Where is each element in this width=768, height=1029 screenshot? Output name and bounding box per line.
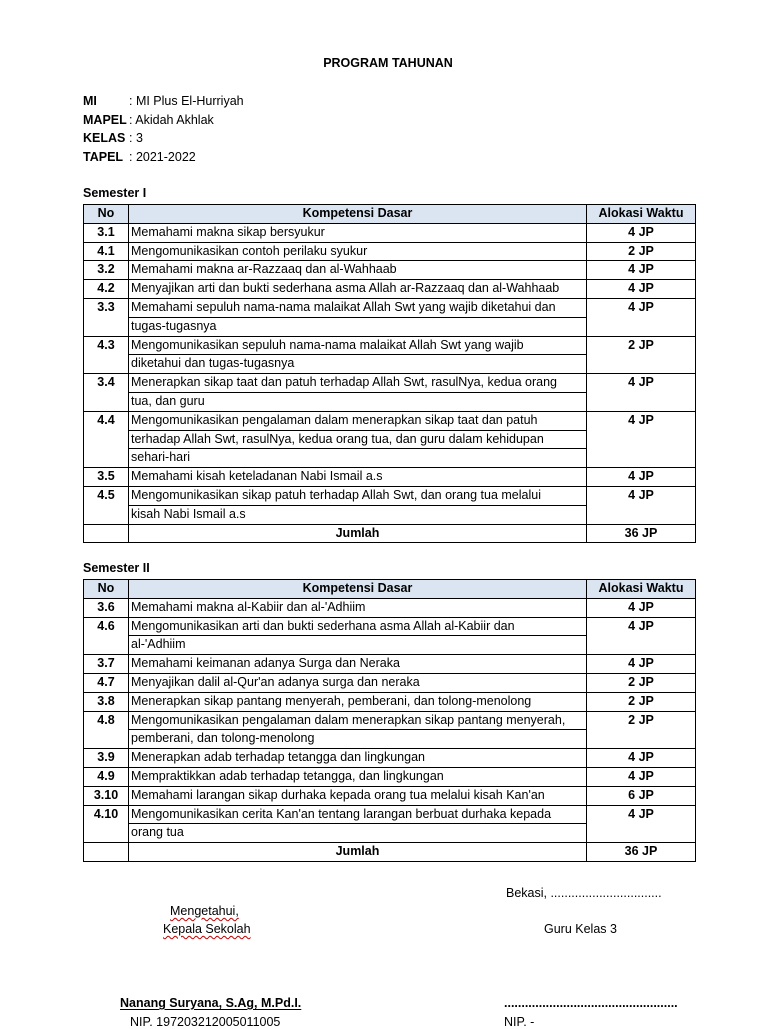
table-row (84, 598, 696, 617)
cell-no (84, 430, 129, 449)
cell-alokasi: 4 JP (587, 411, 696, 430)
cell-no (84, 843, 129, 862)
table-row (84, 223, 696, 242)
cell-no (84, 524, 129, 543)
header-no: No (84, 205, 129, 224)
semester2-label: Semester II (83, 561, 150, 575)
cell-no (84, 636, 129, 655)
signature-kepala-name: Nanang Suryana, S.Ag, M.Pd.I. (120, 996, 302, 1010)
document-title: PROGRAM TAHUNAN (323, 56, 453, 70)
header-no: No (84, 580, 129, 599)
table-row (84, 449, 696, 468)
cell-alokasi: 4 JP (587, 617, 696, 636)
cell-no: 3.2 (84, 261, 129, 280)
cell-alokasi: 4 JP (587, 468, 696, 487)
cell-alokasi (587, 505, 696, 524)
semester1-table (83, 204, 696, 543)
cell-kd: Mengomunikasikan pengalaman dalam menerapkan sikap taat dan patuh (129, 411, 587, 430)
cell-kd: Memahami kisah keteladanan Nabi Ismail a.s (129, 468, 587, 487)
cell-alokasi: 4 JP (587, 486, 696, 505)
cell-kd: Mengomunikasikan sikap patuh terhadap Allah Swt, dan orang tua melalui (129, 486, 587, 505)
cell-kd: Memahami makna sikap bersyukur (129, 223, 587, 242)
header-alokasi: Alokasi Waktu (587, 205, 696, 224)
meta-row-tapel (83, 148, 244, 167)
cell-kd: Memahami makna al-Kabiir dan al-'Adhiim (129, 598, 587, 617)
signature-left-name (120, 996, 301, 1010)
cell-no (84, 392, 129, 411)
cell-kd: al-'Adhiim (129, 636, 587, 655)
table-row (84, 468, 696, 487)
cell-alokasi: 4 JP (587, 223, 696, 242)
cell-alokasi (587, 430, 696, 449)
table-row (84, 730, 696, 749)
cell-no (84, 355, 129, 374)
table-row (84, 411, 696, 430)
table-row (84, 692, 696, 711)
cell-no: 3.5 (84, 468, 129, 487)
table-row (84, 336, 696, 355)
meta-key: TAPEL (83, 150, 124, 165)
cell-no (84, 824, 129, 843)
meta-key: MI (83, 94, 97, 108)
cell-alokasi: 4 JP (587, 298, 696, 317)
table-row (84, 280, 696, 299)
cell-no: 4.2 (84, 280, 129, 299)
signature-mengetahui: Mengetahui, (170, 904, 239, 918)
cell-no: 3.4 (84, 374, 129, 393)
cell-alokasi (587, 824, 696, 843)
cell-alokasi (587, 730, 696, 749)
table-row (84, 786, 696, 805)
cell-alokasi: 2 JP (587, 673, 696, 692)
meta-key: MAPEL (83, 112, 127, 127)
cell-alokasi: 4 JP (587, 598, 696, 617)
signature-left-line2 (163, 922, 251, 936)
table-row (84, 486, 696, 505)
cell-alokasi: 2 JP (587, 336, 696, 355)
table-row (84, 374, 696, 393)
cell-no: 4.10 (84, 805, 129, 824)
meta-value: : Akidah Akhlak (129, 112, 214, 127)
meta-value: : MI Plus El-Hurriyah (129, 94, 244, 108)
cell-alokasi: 2 JP (587, 692, 696, 711)
total-row (84, 843, 696, 862)
cell-alokasi: 4 JP (587, 374, 696, 393)
cell-no: 4.6 (84, 617, 129, 636)
total-label: Jumlah (129, 524, 587, 543)
document-meta (83, 92, 244, 167)
cell-alokasi: 4 JP (587, 280, 696, 299)
cell-kd: sehari-hari (129, 449, 587, 468)
cell-no: 3.1 (84, 223, 129, 242)
table-row (84, 298, 696, 317)
cell-no (84, 317, 129, 336)
signature-place-date: Bekasi, ................................ (506, 886, 662, 900)
cell-alokasi: 2 JP (587, 242, 696, 261)
cell-kd: Memahami larangan sikap durhaka kepada orang tua melalui kisah Kan'an (129, 786, 587, 805)
table-row (84, 317, 696, 336)
cell-alokasi: 4 JP (587, 805, 696, 824)
cell-kd: tua, dan guru (129, 392, 587, 411)
cell-no: 4.7 (84, 673, 129, 692)
cell-no: 3.9 (84, 749, 129, 768)
cell-kd: Mengomunikasikan cerita Kan'an tentang larangan berbuat durhaka kepada (129, 805, 587, 824)
cell-kd: Memahami sepuluh nama-nama malaikat Allah Swt yang wajib diketahui dan (129, 298, 587, 317)
table-row (84, 749, 696, 768)
cell-kd: Mengomunikasikan pengalaman dalam menerapkan sikap pantang menyerah, (129, 711, 587, 730)
total-row (84, 524, 696, 543)
meta-key: KELAS (83, 131, 126, 146)
cell-alokasi (587, 449, 696, 468)
cell-no (84, 505, 129, 524)
signature-left-nip: NIP. 197203212005011005 (130, 1015, 281, 1029)
cell-kd: Menerapkan sikap pantang menyerah, pemberani, dan tolong-menolong (129, 692, 587, 711)
meta-row-mapel (83, 111, 244, 130)
cell-alokasi: 6 JP (587, 786, 696, 805)
cell-kd: Menerapkan sikap taat dan patuh terhadap Allah Swt, rasulNya, kedua orang (129, 374, 587, 393)
total-value: 36 JP (587, 843, 696, 862)
cell-kd: orang tua (129, 824, 587, 843)
total-value: 36 JP (587, 524, 696, 543)
table-row (84, 767, 696, 786)
cell-alokasi (587, 355, 696, 374)
signature-right-name: .................................................. (504, 996, 678, 1010)
table-row (84, 711, 696, 730)
table-row (84, 261, 696, 280)
cell-no (84, 449, 129, 468)
meta-value: : 2021-2022 (129, 150, 196, 165)
table-header-row (84, 205, 696, 224)
cell-alokasi: 4 JP (587, 655, 696, 674)
total-label: Jumlah (129, 843, 587, 862)
cell-no: 4.5 (84, 486, 129, 505)
cell-kd: pemberani, dan tolong-menolong (129, 730, 587, 749)
cell-no: 4.8 (84, 711, 129, 730)
cell-no: 4.9 (84, 767, 129, 786)
cell-alokasi: 4 JP (587, 749, 696, 768)
table-row (84, 242, 696, 261)
table-row (84, 805, 696, 824)
cell-kd: diketahui dan tugas-tugasnya (129, 355, 587, 374)
signature-right-title: Guru Kelas 3 (544, 922, 617, 936)
cell-alokasi (587, 636, 696, 655)
header-kd: Kompetensi Dasar (129, 580, 587, 599)
cell-alokasi (587, 392, 696, 411)
table-row (84, 617, 696, 636)
cell-no: 3.8 (84, 692, 129, 711)
cell-no: 3.3 (84, 298, 129, 317)
cell-no: 3.6 (84, 598, 129, 617)
cell-kd: Mengomunikasikan sepuluh nama-nama malaikat Allah Swt yang wajib (129, 336, 587, 355)
cell-alokasi: 4 JP (587, 261, 696, 280)
table-row (84, 430, 696, 449)
cell-kd: Menyajikan arti dan bukti sederhana asma Allah ar-Razzaaq dan al-Wahhaab (129, 280, 587, 299)
table-row (84, 824, 696, 843)
header-alokasi: Alokasi Waktu (587, 580, 696, 599)
signature-left-line1 (170, 904, 239, 918)
cell-kd: Menerapkan adab terhadap tetangga dan lingkungan (129, 749, 587, 768)
semester2-table (83, 579, 696, 862)
header-kd: Kompetensi Dasar (129, 205, 587, 224)
cell-no: 3.7 (84, 655, 129, 674)
meta-row-kelas (83, 129, 244, 148)
table-row (84, 655, 696, 674)
cell-kd: tugas-tugasnya (129, 317, 587, 336)
cell-kd: kisah Nabi Ismail a.s (129, 505, 587, 524)
cell-no: 4.3 (84, 336, 129, 355)
cell-no (84, 730, 129, 749)
signature-kepala-sekolah: Kepala Sekolah (163, 922, 251, 936)
cell-kd: terhadap Allah Swt, rasulNya, kedua orang tua, dan guru dalam kehidupan (129, 430, 587, 449)
cell-alokasi (587, 317, 696, 336)
table-row (84, 636, 696, 655)
signature-right-nip: NIP. - (504, 1015, 535, 1029)
cell-kd: Memahami makna ar-Razzaaq dan al-Wahhaab (129, 261, 587, 280)
meta-value: : 3 (129, 131, 143, 146)
table-row (84, 505, 696, 524)
cell-no: 4.1 (84, 242, 129, 261)
cell-kd: Mengomunikasikan contoh perilaku syukur (129, 242, 587, 261)
cell-alokasi: 4 JP (587, 767, 696, 786)
cell-no: 3.10 (84, 786, 129, 805)
table-row (84, 673, 696, 692)
cell-kd: Memahami keimanan adanya Surga dan Neraka (129, 655, 587, 674)
cell-no: 4.4 (84, 411, 129, 430)
cell-kd: Mempraktikkan adab terhadap tetangga, dan lingkungan (129, 767, 587, 786)
table-header-row (84, 580, 696, 599)
table-row (84, 355, 696, 374)
cell-kd: Menyajikan dalil al-Qur'an adanya surga dan neraka (129, 673, 587, 692)
semester1-label: Semester I (83, 186, 147, 200)
table-row (84, 392, 696, 411)
cell-kd: Mengomunikasikan arti dan bukti sederhana asma Allah al-Kabiir dan (129, 617, 587, 636)
meta-row-mi (83, 92, 244, 111)
cell-alokasi: 2 JP (587, 711, 696, 730)
